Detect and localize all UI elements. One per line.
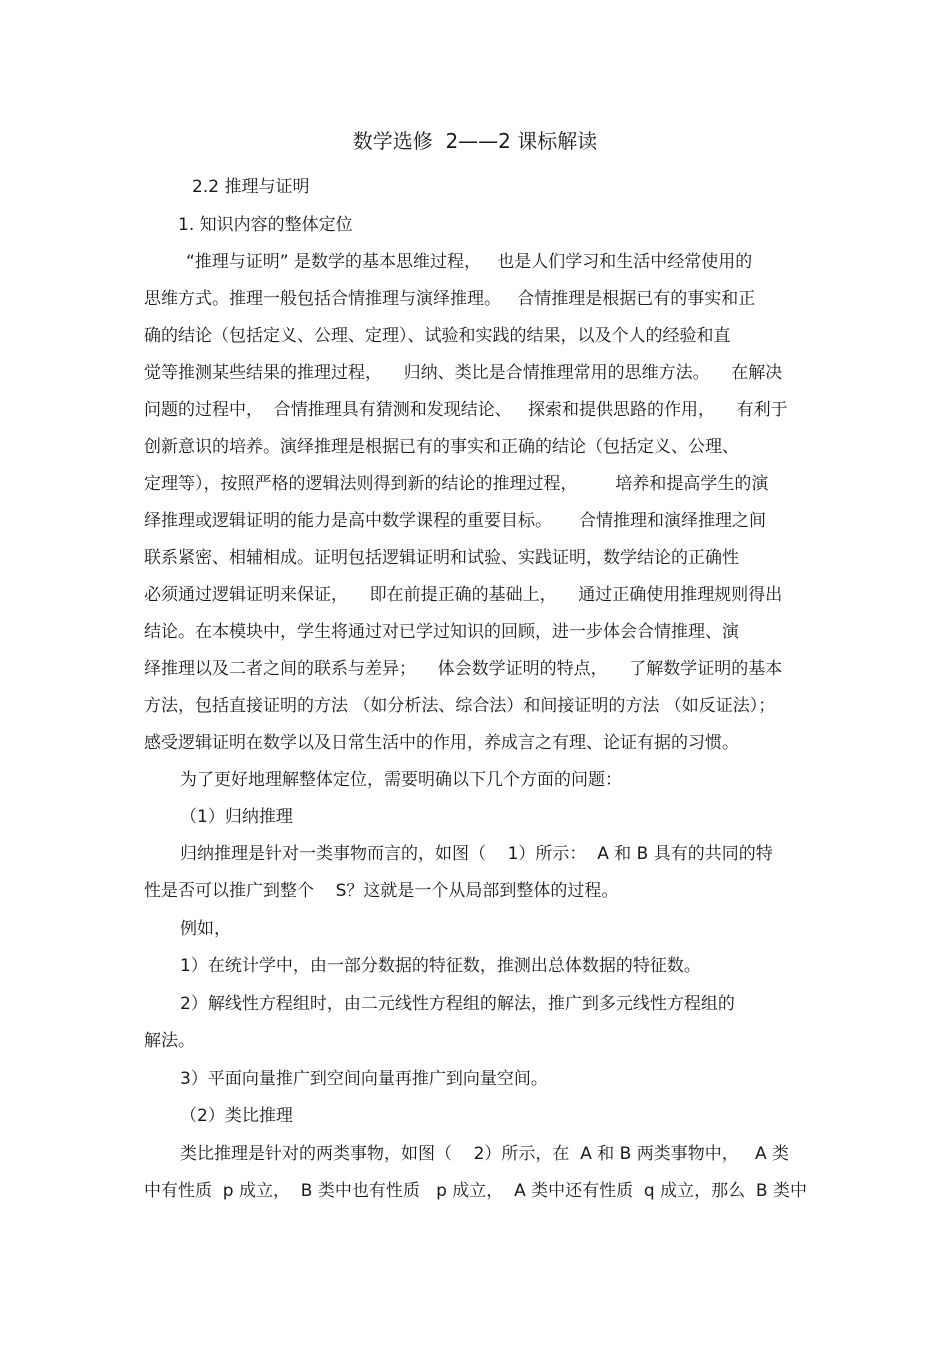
paragraph-line: 感受逻辑证明在数学以及日常生活中的作用，养成言之有理、论证有据的习惯。 [144, 733, 739, 753]
paragraph-line: 方法，包括直接证明的方法 （如分析法、综合法）和间接证明的方法 （如反证法）； [144, 696, 776, 716]
paragraph-line: 创新意识的培养。演绎推理是根据已有的事实和正确的结论（包括定义、公理、 [144, 437, 739, 457]
paragraph-line: 结论。在本模块中，学生将通过对已学过知识的回顾，进一步体会合情推理、演 [144, 622, 739, 642]
section-heading: 2.2 推理与证明 [192, 177, 310, 197]
item-heading-analogy: （2）类比推理 [180, 1106, 293, 1126]
paragraph-line: 绎推理以及二者之间的联系与差异； 体会数学证明的特点， 了解数学证明的基本 [144, 659, 783, 679]
paragraph-line: 绎推理或逻辑证明的能力是高中数学课程的重要目标。 合情推理和演绎推理之间 [144, 511, 767, 531]
paragraph-line: 联系紧密、相辅相成。证明包括逻辑证明和试验、实践证明，数学结论的正确性 [144, 548, 739, 568]
paragraph-line: “推理与证明” 是数学的基本思维过程， 也是人们学习和生活中经常使用的 [186, 252, 753, 272]
example-item: 3）平面向量推广到空间向量再推广到向量空间。 [180, 1069, 548, 1089]
paragraph-line: 觉等推测某些结果的推理过程， 归纳、类比是合情推理常用的思维方法。 在解决 [144, 363, 783, 383]
paragraph-intro-questions: 为了更好地理解整体定位，需要明确以下几个方面的问题： [180, 770, 622, 790]
example-label: 例如， [180, 919, 231, 939]
example-item-continuation: 解法。 [144, 1031, 195, 1051]
document-title: 数学选修 2——2 课标解读 [352, 129, 598, 153]
paragraph-line: 问题的过程中， 合情推理具有猜测和发现结论、 探索和提供思路的作用， 有利于 [144, 400, 788, 420]
paragraph-line: 定理等），按照严格的逻辑法则得到新的结论的推理过程， 培养和提高学生的演 [144, 474, 769, 494]
example-item: 2）解线性方程组时，由二元线性方程组的解法，推广到多元线性方程组的 [180, 994, 735, 1014]
example-item: 1）在统计学中，由一部分数据的特征数，推测出总体数据的特征数。 [180, 956, 701, 976]
paragraph-line: 确的结论（包括定义、公理、定理）、试验和实践的结果，以及个人的经验和直 [144, 326, 731, 346]
subheading-overall-positioning: 1. 知识内容的整体定位 [178, 215, 353, 235]
paragraph-line: 必须通过逻辑证明来保证， 即在前提正确的基础上， 通过正确使用推理规则得出 [144, 585, 783, 605]
paragraph-line: 类比推理是针对的两类事物，如图（ 2）所示，在 A 和 B 两类事物中， A 类 [180, 1144, 789, 1164]
paragraph-line: 中有性质 p 成立， B 类中也有性质 p 成立， A 类中还有性质 q 成立，那么 B 类中 [144, 1181, 807, 1201]
paragraph-line: 性是否可以推广到整个 S？这就是一个从局部到整体的过程。 [144, 881, 619, 901]
item-heading-induction: （1）归纳推理 [180, 807, 293, 827]
paragraph-line: 思维方式。推理一般包括合情推理与演绎推理。 合情推理是根据已有的事实和正 [144, 289, 756, 309]
paragraph-line: 归纳推理是针对一类事物而言的，如图（ 1）所示： A 和 B 具有的共同的特 [180, 844, 773, 864]
